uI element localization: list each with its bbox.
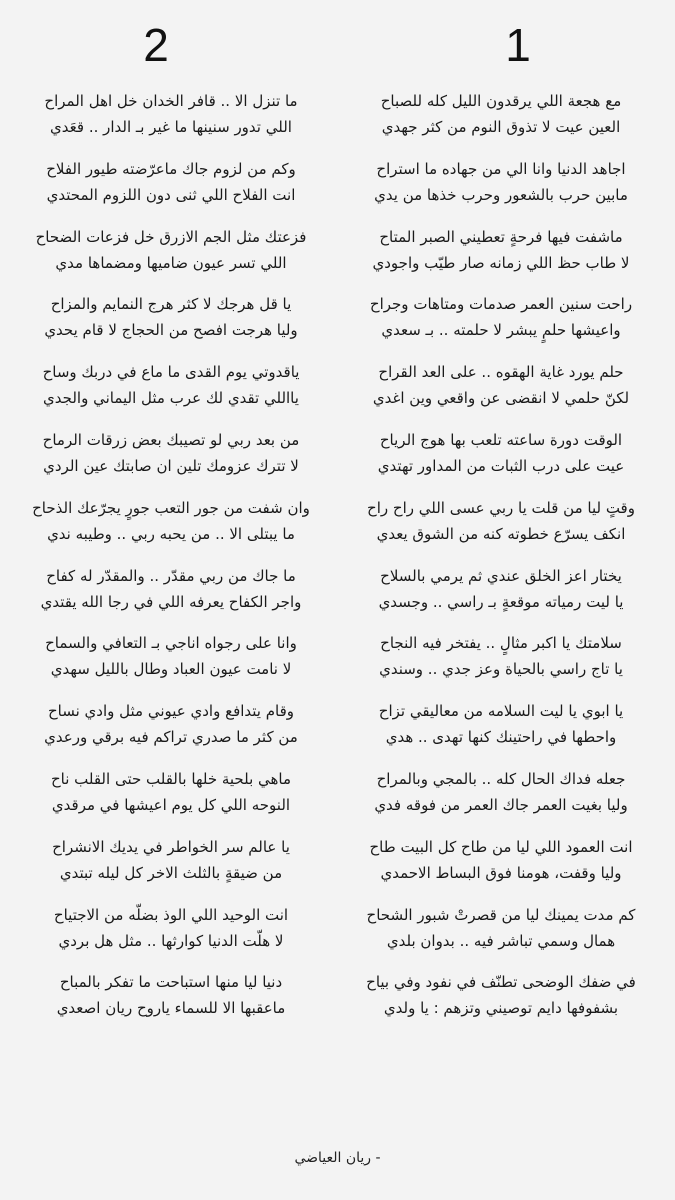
verse-second-half: يااللي تقدي لك عرب مثل اليماني والجدي	[43, 389, 299, 408]
stanza	[336, 760, 666, 828]
verse-second-half: وليا بغيت العمر جاك العمر من فوقه فدي	[374, 795, 628, 814]
verse-first-half: في ضفك الوضحى تطنّف في نفود وفي بياح	[366, 973, 636, 992]
verse-first-half: من بعد ربي لو تصيبك بعض زرقات الرماح	[42, 430, 300, 449]
verse-second-half: لا نامت عيون العباد وطال بالليل سهدي	[50, 660, 292, 679]
stanza	[336, 82, 666, 150]
verse-second-half: من ضيقةٍ بالثلث الاخر كل ليله تبتدي	[59, 863, 283, 882]
verse-second-half: بشفوفها دايم توصيني وتزهم : يا ولدي	[383, 999, 619, 1018]
verse-first-half: انت العمود اللي ليا من طاح كل البيت طاح	[369, 837, 633, 856]
stanza	[6, 557, 336, 625]
verse-first-half: فزعتك مثل الجم الازرق خل فزعات الضحاح	[35, 227, 307, 246]
verse-first-half: يا قل هرجك لا كثر هرج النمايم والمزاح	[50, 295, 292, 314]
column-1-number: 1	[505, 19, 531, 71]
verse-second-half: العين عيت لا تذوق النوم من كثر جهدي	[381, 118, 621, 136]
stanza	[6, 150, 336, 218]
stanza	[6, 692, 336, 760]
verse-first-half: انت الوحيد اللي الوذ بضلّه من الاجتياح	[53, 905, 289, 924]
stanza	[6, 624, 336, 692]
verse-second-half: همال وسمي تباشر فيه .. بدوان بلدي	[386, 931, 616, 950]
verse-first-half: وقتٍ ليا من قلت يا ربي عسى اللي راح راح	[367, 498, 635, 517]
verse-first-half: ما جاك من ربي مقدّر .. والمقدّر له كفاح	[46, 566, 296, 585]
verse-second-half: ماعقبها الا للسماء ياروح ريان اصعدي	[56, 999, 286, 1018]
verse-second-half: واحطها في راحتينك كنها تهدى .. هدي	[385, 728, 617, 747]
stanza	[336, 218, 666, 286]
stanza	[336, 963, 666, 1031]
verse-first-half: وانا على رجواه اناجي بـ التعافي والسماح	[45, 634, 297, 653]
verse-first-half: جعله فداك الحال كله .. بالمجي وبالمراح	[376, 769, 626, 788]
verse-first-half: الوقت دورة ساعته تلعب بها هوج الرياح	[379, 430, 623, 449]
verse-second-half: لا طاب حظ اللي زمانه صار طيّب واجودي	[372, 253, 630, 272]
verse-second-half: وليا وقفت، هومنا فوق البساط الاحمدي	[380, 863, 622, 882]
verse-first-half: ماهي بلحية خلها بالقلب حتى القلب ناح	[50, 769, 292, 788]
poet-signature: - ريان العياضي	[294, 1150, 381, 1166]
verse-first-half: سلامتك يا اكبر مثالٍ .. يفتخر فيه النجاح	[380, 634, 622, 653]
poem-column-1	[336, 82, 666, 1031]
verse-first-half: يختار اعز الخلق عندي ثم يرمي بالسلاح	[380, 566, 622, 585]
stanza	[336, 896, 666, 964]
verse-first-half: وقام يتدافع وادي عيوني مثل وادي نساح	[47, 702, 295, 721]
stanza	[6, 896, 336, 964]
verse-first-half: وكم من لزوم جاك ماعرّضته طيور الفلاح	[46, 159, 296, 178]
verse-first-half: دنيا ليا منها استباحت ما تفكر بالمباح	[59, 973, 283, 992]
stanza	[336, 285, 666, 353]
verse-first-half: ماشفت فيها فرحةٍ تعطيني الصبر المتاح	[379, 227, 623, 246]
stanza	[336, 489, 666, 557]
verse-second-half: مابين حرب بالشعور وحرب خذها من يدي	[374, 185, 628, 204]
verse-first-half: حلم يورد غاية الهقوه .. على العد القراح	[378, 363, 624, 382]
stanza	[336, 557, 666, 625]
stanza	[336, 353, 666, 421]
verse-first-half: اجاهد الدنيا وانا الي من جهاده ما استراح	[376, 159, 626, 178]
stanza	[336, 421, 666, 489]
verse-first-half: يا عالم سر الخواطر في يديك الانشراح	[52, 837, 290, 856]
verse-first-half: راحت سنين العمر صدمات ومتاهات وجراح	[369, 295, 633, 314]
verse-second-half: اللي تدور سنينها ما غير بـ الدار .. قعَدي	[50, 118, 292, 136]
stanza	[6, 285, 336, 353]
verse-second-half: النوحه اللي كل يوم اعيشها في مرقدي	[51, 795, 291, 814]
verse-second-half: عيت على درب الثبات من المداور تهتدي	[377, 456, 625, 475]
verse-first-half: وان شفت من جور التعب جورٍ يجرّعك الذحاح	[32, 498, 310, 517]
verse-second-half: من كثر ما صدري تراكم فيه برقي ورعدي	[44, 728, 298, 747]
verse-second-half: وليا هرجت افصح من الحجاج لا قام يحدي	[44, 321, 298, 340]
stanza	[336, 692, 666, 760]
column-2-number: 2	[143, 19, 169, 71]
poem-column-2	[6, 82, 336, 1031]
stanza	[336, 150, 666, 218]
stanza	[6, 828, 336, 896]
verse-first-half: مع هجعة اللي يرقدون الليل كله للصباح	[380, 92, 622, 110]
verse-second-half: اللي تسر عيون ضاميها ومضماها مدي	[55, 253, 287, 272]
verse-first-half: ياقدوتي يوم القدى ما ماع في دربك وساح	[42, 363, 300, 382]
verse-second-half: انكف يسرّع خطوته كنه من الشوق يعدي	[376, 524, 626, 543]
stanza	[6, 421, 336, 489]
stanza	[6, 760, 336, 828]
stanza	[6, 218, 336, 286]
stanza	[336, 624, 666, 692]
stanza	[6, 489, 336, 557]
verse-second-half: واعيشها حلمٍ يبشر لا حلمته .. بـ سعدي	[381, 321, 621, 340]
verse-second-half: لا تترك عزومك تلين ان صابتك عين الردي	[43, 456, 299, 475]
verse-second-half: لكنّ حلمي لا انقضى عن واقعي وين اغدي	[372, 389, 630, 408]
verse-first-half: كم مدت يمينك ليا من قصرتْ شبور الشحاح	[366, 905, 636, 924]
verse-first-half: ما تنزل الا .. قافر الخدان خل اهل المراح	[44, 92, 298, 110]
verse-second-half: لا هلّت الدنيا كوارثها .. مثل هل بردي	[58, 931, 284, 950]
stanza	[336, 828, 666, 896]
verse-second-half: ما يبتلى الا .. من يحبه ربي .. وطيبه ندي	[47, 524, 295, 543]
verse-second-half: انت الفلاح اللي ثنى دون اللزوم المحتدي	[46, 185, 296, 204]
stanza	[6, 353, 336, 421]
stanza	[6, 963, 336, 1031]
verse-second-half: يا ليت رمياته موقعةٍ بـ راسي .. وجسدي	[378, 592, 624, 611]
verse-first-half: يا ابوي يا ليت السلامه من معاليقي تزاح	[378, 702, 624, 721]
verse-second-half: يا تاج راسي بالحياة وعز جدي .. وسندي	[379, 660, 623, 679]
stanza	[6, 82, 336, 150]
verse-second-half: واجر الكفاح يعرفه اللي في رجا الله يقتدي	[40, 592, 302, 611]
